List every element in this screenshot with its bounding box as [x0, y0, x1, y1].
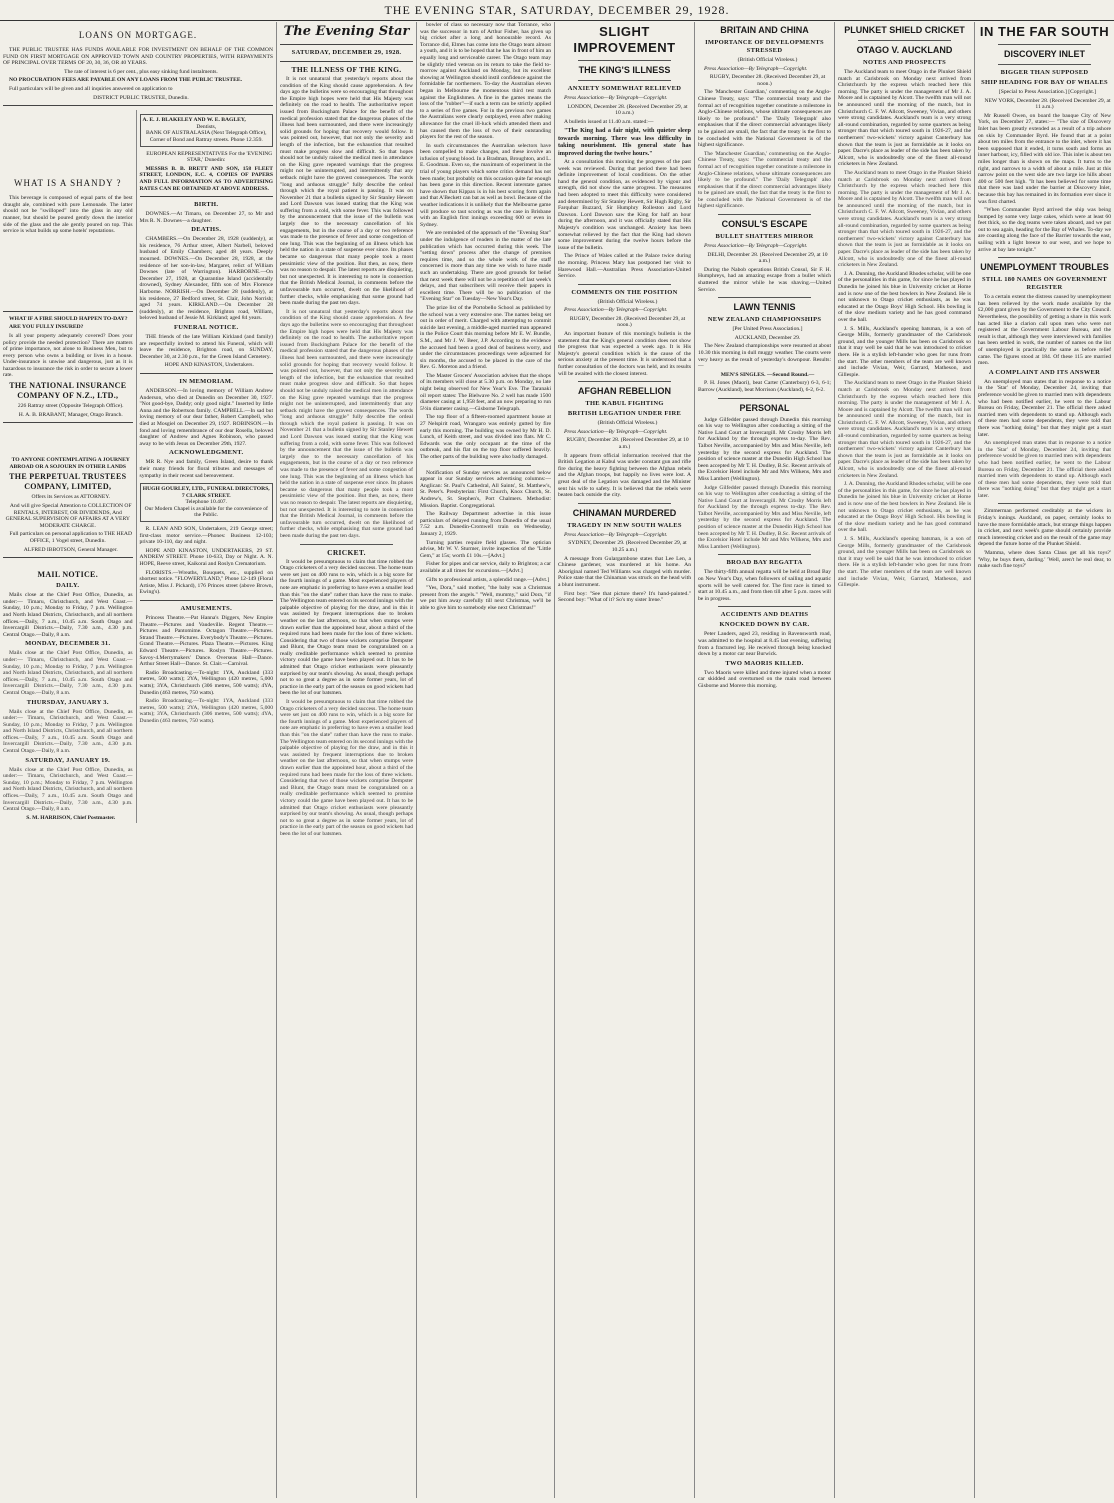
- knocked-down-body: Peter Lauders, aged 23, residing in Ravensworth road, was admitted to the hospital at 8.45 last evening, suffering from a fractured leg. He received through being knocked down by a motor car near Burwick.: [698, 631, 831, 658]
- headline-register: STILL 180 NAMES ON GOVERNMENT REGISTER: [982, 276, 1107, 292]
- divider: [998, 64, 1091, 65]
- fire-question-2: ARE YOU FULLY INSURED?: [9, 324, 84, 331]
- dateline-new-york: NEW YORK, December 28. (Received December 29, at 11 a.m.): [984, 97, 1111, 111]
- divider: [3, 557, 133, 558]
- mail-notice-title: MAIL NOTICE.: [37, 570, 98, 580]
- divider: [300, 544, 393, 545]
- divider: [998, 503, 1091, 504]
- complaint-body-cont: An unemployed man states that in response to a notice in the 'Star' of Monday, December 24, inviting that preference would be given to married men with dependents who had been notified earlier, he went to the Labour Bureau on Friday, December 21. The official there asked married men with dependents to stand up. Although each of these men had some dependents, they were told that there was "nothing doing" but that they might get a start later.: [978, 440, 1111, 499]
- european-reps-title: EUROPEAN REPRESENTATIVES For the 'EVENING STAR,' Dunedin:: [146, 150, 273, 164]
- credit-line: Press Association—By Telegraph—Copyright.: [564, 95, 668, 101]
- far-south-column: [974, 22, 1114, 1498]
- trustees-apply: Full particulars on personal application to THE HEAD OFFICE, 1 Vogel street, Dunedin.: [9, 531, 132, 544]
- headline-discovery-inlet: DISCOVERY INLET: [1003, 49, 1085, 59]
- headline-plunket: PLUNKET SHIELD CRICKET: [844, 25, 965, 35]
- trustees-offer: Offers its Services as ATTORNEY.: [31, 494, 110, 501]
- headline-chinaman: CHINAMAN MURDERED: [572, 507, 677, 518]
- personal-body-cont: Judge Gilfedder passed through Dunedin this morning on his way to Wellington after conducting a sitting of the Native Land Court at Invercargill. Mr Crosby Morris left for Auckland by the through express to-day. The Rev. Talbot Neville, accompanied by Mrs and Miss Neville, left yesterday by the second express for Auckland. The position of science master at the Dunedin High School has been accepted by Mr T. H. Dudley, B.Sc. Recent arrivals of the Excelsior Hotel include Mr and Mrs Wilkens, Mrs and Miss Lambert (Wellington).: [698, 484, 831, 550]
- birth-title: BIRTH.: [194, 201, 219, 209]
- radio-body-filler: Radio Broadcasting.—To-night: 1YA, Auckland (333 metres, 500 watts); 2YA, Wellington (420 metres, 5,000 watts); 3YA, Christchurch (306 metres, 500 watts); 4YA, Dunedin (463 metres, 750 watts).: [139, 698, 273, 724]
- masthead: THE EVENING STAR, SATURDAY, DECEMBER 29, 1928.: [0, 0, 1114, 21]
- cricket-body: It would be presumptuous to claim that time robbed the Otago cricketers of a very decided success. The home team were set just on 400 runs to win, which is a big score for the fourth innings of a game. Most experienced players of note are emphatic in preferring to have even a smaller lead than this "on the slate" rather than have the runs to make. The Wellington team entered on its second innings with the palpable objective of playing for the draw, and in this it was assisted by frequent interruptions due to broken weather on the last afternoon, so that when stumps were drawn earlier than the appointed hour, about a third of the required runs had been made for the loss of three wickets. Considering that two of those wickets comprise Dempster and Blunt, the Otago team must be congratulated on a really creditable performance which seemed to promise victory could the game have been played out. It has to be admitted that Otago cricket enthusiasts were pleasantly surprised by our team's showing. As usual, though perhaps not to so great a degree as in some former years, lot of practice in the early part of the season on good wickets had been the lot of our batsmen.: [280, 558, 413, 697]
- publication-notice: We are reminded of the approach of the "Evening Star" under the indulgence of readers in the matter of the late publication which has occurred during this week. The "setting down" process after the change of premises requires time, and so the whole work of the staff concerned is more than any time we wish to have made such an undertaking. There are good grounds for belief that next week there will not be a repetition of last week's delays, and that subscribers will receive their papers in excellent time. There will be no publication of the "Evening Star" on Tuesday—New Year's Day.: [420, 230, 551, 303]
- dentist-ad: [140, 114, 273, 146]
- headline-notes: NOTES AND PROSPECTS: [863, 59, 946, 66]
- plunket-shield-column: [834, 22, 974, 1498]
- afghan-body: It appears from official information received that the British Legation at Kabul was under constant gun and rifle fire during the heavy fighting between the Afghan rebels and the Afghan troops, but happily no lives were lost. A great deal of the Legation was damaged and the Minister sent his wife to safety. It is believed that the rebels were beaten back outside the city.: [558, 452, 691, 499]
- divider: [998, 257, 1091, 258]
- grocers-paragraph: The Master Grocers' Association advises that the shops of its members will close at 5.30 p.m. on Monday, no late night being observed for New Year's Eve. The Taranaki oil report states: The Bielwave No. 2 well has made 1500 diameter casing at 1,958 feet, and an now preparing to run 5½in diameter casing.—Gisborne Telegraph.: [420, 372, 551, 412]
- credit-line: Press Association—By Telegraph—Copyright.: [564, 531, 668, 538]
- credit-line: Press Association—By Telegraph—Copyright.: [564, 307, 668, 314]
- headline-bullet: BULLET SHATTERS MIRROR: [715, 233, 814, 241]
- national-insurance-manager: H. A. B. BRABANT, Manager, Otago Branch.: [18, 411, 123, 418]
- classified-left: [3, 110, 137, 823]
- mail-saturday: SATURDAY, JANUARY 19.: [25, 756, 111, 764]
- divider: [140, 373, 273, 374]
- dateline-delhi: DELHI, December 28. (Received December 29, at 10 a.m.): [707, 251, 828, 265]
- dateline-rugby: RUGBY, December 28. (Received December 29, at 10 a.m.): [566, 437, 689, 450]
- headline-britain-china: BRITAIN AND CHINA: [720, 25, 809, 35]
- shandy-body: This beverage is composed of equal parts of the best draught ale, combined with pure Lemonade. The latter should not be "swilloped" into the glass in any old manner, but should be poured gently down the interior side of the glass and the ale gently poured on top. This service is what builds up some hotels' reputations.: [3, 195, 133, 235]
- trustees-signature: ALFRED IBBOTSON, General Manager.: [23, 546, 118, 553]
- editorial-column: [276, 22, 416, 1498]
- amusements-title: AMUSEMENTS.: [180, 605, 233, 612]
- tennis-results: P. H. Jones (Maori), beat Carter (Canterbury) 6-3, 6-1; Barrow (Auckland), beat Morrison (Auckland), 6-2, 6-2.: [698, 380, 831, 393]
- editorial-dateline: SATURDAY, DECEMBER 29, 1928.: [291, 49, 402, 56]
- classified-subcolumns: [3, 110, 273, 823]
- far-south-body: Mr Russell Owen, on board the bauque City of New York, on December 27, states:— "The size of Discovery Inlet has been greatly extended as a result of a trip ashore on skis by Commander Byrd. He found that at a point about ten miles from the entrance to the inlet, where it has been supposed that it ended, it turns south and forms an inner harbour, icy, filled with old ice. This inlet is about ten miles longer than is shown on the maps. It turns to the right, and narrows to a width of about a mile. Just at this narrow point on the west side are two large ice hills about 400 or 500 feet high. "It has been believed for some time that there was land under the barrier at Discovery Inlet, because this bay has remained in its formation ever since it was first charted.: [978, 112, 1111, 205]
- european-reps-body: MESSRS B. B. BRETT AND SON, 158 FLEET STREET, LONDON, E.C. 4, COPIES OF PAPERS AND FULL INFORMATION AS TO ADVERTISING RATES CAN BE OBTAINED AT ABOVE ADDRESS.: [139, 165, 273, 192]
- memoriam-title: IN MEMORIAM.: [179, 377, 234, 385]
- headline-nsw: TRAGEDY IN NEW SOUTH WALES: [567, 521, 682, 529]
- divider: [578, 60, 671, 61]
- maoris-body: Two Maoris were killed and three injured when a motor car skidded and overturned on the main road between Gisborne and Morere this morning.: [698, 669, 831, 689]
- news-column: [416, 22, 554, 1498]
- headline-lawn-tennis: LAWN TENNIS: [733, 302, 796, 313]
- santa-snippet: 'Mamma, where does Santa Claus get all his toys?' 'Why, he buys them, darling.' 'Well, aren't he real dear, to make such fine toys?': [978, 550, 1111, 570]
- association-credit: [Special to Press Association.] [Copyright.]: [998, 89, 1097, 95]
- fire-paragraph: The top floor of a fifteen-roomed apartment house at 27 Nelspirit road, Wrangaro was entirely gutted by fire early this morning. The building was owned by Mr H. D. Lunch, of Keith street, and was divided into flats. Mr C. Edwards was the only occupant at the time of the outbreak, and his flat on the top floor suffered heavily. The other parts of the building were also badly damaged.: [420, 414, 551, 460]
- divider: [140, 600, 273, 601]
- national-insurance-title: THE NATIONAL INSURANCE COMPANY OF N.Z., LTD.,: [9, 381, 127, 401]
- headline-kabul: THE KABUL FIGHTING: [585, 400, 664, 408]
- chinaman-body: A message from Gulargambone states that Lee Len, a Chinese gardener, was murdered at his home. An Aboriginal named Ted Williams was charged with murder. Police state that the Chinaman was struck on the head with a blunt instrument.: [558, 555, 691, 588]
- illness-report-2: The Prince of Wales called at the Palace twice during the morning. Princess Mary has postponed her visit to Harewood Hall.—Australian Press Association-United Service.: [558, 253, 691, 280]
- classified-right: [137, 110, 273, 823]
- headline-slight-improvement: SLIGHT IMPROVEMENT: [573, 24, 676, 55]
- mail-daily: DAILY.: [56, 582, 80, 590]
- acknowledgment-body: MR R. Nye and family, Green Island, desire to thank their many friends for floral tributes and messages of sympathy in their recent sad bereavement.: [139, 459, 273, 479]
- dateline-london: LONDON, December 28. (Received December 29, at 10 a.m.): [567, 103, 688, 117]
- headline-maoris: TWO MAORIS KILLED.: [725, 659, 804, 667]
- court-paragraph: The prize list of the Portobello School as published by the school was a very extensive one. The names being set out in order of merit. Charged with attempting to commit suicide last evening, a middle-aged married man appeared in the Police Court this morning before Mr E. W. Bundle, S.M., and Mr J. W. Beer, J.P. According to the evidence the accused had been a good deal of business worry, and under the circumstances proceedings were adjourned for six months, the accused to be placed in the care of the Rev. G. Moreton and a friend.: [420, 304, 551, 371]
- regatta-body: The thirty-fifth annual regatta will be held at Broad Bay on New Year's Day, when followers of sailing and aquatic sports will be well catered for. The first race is timed to start at 10.45 a.m., and from then till after 5 p.m. races will be in progress.: [698, 569, 831, 602]
- spectacles-advt: Turning parties require field glasses. The optician advise, Mr W. V. Sturmer, invite inspection of the "Little Gem," at 15s; worth £1 10s.—[Advt.]: [420, 539, 551, 559]
- association-credit: [Per United Press Association.]: [732, 326, 803, 333]
- mail-body: Mails close at the Chief Post Office, Dunedin, as under:— Timaru, Christchurch, and West Coast.—Sunday, 10 p.m.; Monday to Friday, 7 p.m. Wellington and North Island Districts, Christchurch, and all northern offices.—Daily, 7 a.m., 10.45 a.m. South Otago and Invercargill Districts.—Daily, 7.30 a.m., 4.30 p.m. Central Otago.—Daily, 8 a.m.: [3, 592, 133, 638]
- dialogue-snippet: "Yes, Dora," said mother, "the baby was a Christmas present from the angels." "Well, mummy," said Dora, "if we put him away carefully till next Christmas, we'll be able to give him to somebody else next Christmas!": [420, 585, 551, 611]
- bulletin-lead: A bulletin issued at 11.40 a.m. stated:—: [564, 118, 654, 125]
- divider: [578, 503, 671, 504]
- gourley-ad: [140, 483, 273, 522]
- hope-kinaston-ad: HOPE AND KINASTON, UNDERTAKERS, 29 ST. ANDREW STREET. Phone 10-633, Day or Night. A. N. HOPE, Reeve street, Kaikorai and Roslyn Crematorium.: [139, 547, 273, 568]
- headline-developments: IMPORTANCE OF DEVELOPMENTS STRESSED: [705, 39, 824, 54]
- divider: [440, 465, 532, 466]
- shandy-title: WHAT IS A SHANDY ?: [14, 178, 122, 189]
- amusements-body: Princess Theatre.—Pat Hanna's Diggers, New Empire Theatre.—Pictures and Vaudeville. Regent Theatre.—Pictures and Pantomime. Octagon Theatre.—Pictures. Strand Theatre.—Pictures. Everybody's Theatre.—Pictures. Grand Theatre.—Pictures. Plaza Theatre.—Pictures. King Edward Theatre.—Pictures. Roslyn Theatre.—Pictures. Savoy-4.Merrymakers' Dance. Overseas Hall—Dance. Arthur Street Hall—Dance. St. Clair.—Carnival.: [139, 615, 273, 668]
- consul-body: During the Nabob operations British Consul, Sir F. H. Humphreys, had an amazing escape from a bullet which shattered the mirror while he was shaving.—United Service.: [698, 266, 831, 293]
- newspaper-page: [0, 22, 1114, 1500]
- loans-rate: The rate of interest is 6 per cent., plus easy sinking fund instalments.: [64, 68, 218, 75]
- britain-china-column: [694, 22, 834, 1498]
- gourley-note: Our Modern Chapel is available for the convenience of the Public.: [144, 505, 268, 519]
- tennis-body: The New Zealand championships were resumed at about 10.30 this morning in dull muggy weather. The courts were very heavy as the result of yesterday's downpour. Results:—: [698, 343, 831, 370]
- illness-body: It is not unnatural that yesterday's reports about the condition of the King should cause apprehension. A few days ago the bulletins were so encouraging that throughout the Empire high hopes were held that His Majesty was definitely on the road to health. The authoritative report issued from Buckingham Palace for the benefit of the medical profession stated that the dangerous phases of the illness had been surmounted, and there were increasingly solid grounds for hoping that recovery would follow. It was pointed out, however, that not only the severity and length of the infection, but the exhaustion that resulted must make progress slow and difficult. So that hopes should not be unduly raised the medical men in attendance on the King gave repeated warnings that the progress might not be uninterrupted, and intermittently that any setback might have the gravest consequences. The words "long and arduous struggle" fully describe the ordeal through which the royal patient is passing. It was on November 21 that a bulletin signed by Sir Stanley Hewett and Lord Dawson was issued stating that the King was suffering from a cold, with some fever. This was followed by the announcement that the issue of the bulletin was largely due to the necessary cancellation of his engagements, but in the course of a day or two reference was made to the presence of fever and some congestion of one lung. This was the beginning of an illness which has held the nation in a state of suspense ever since. Its phases became so dangerous that many people took a most pessimistic view of the position. But then, as now, there was no reason to despair. The latest reports are disquieting, but not unexpected. It is interesting to note in connection that the British Medical Journal, in comments before the unfavourable turn occurred, dwelt on the likelihood of further checks, while emphasising that some ground had been made during the past ten days.: [280, 76, 413, 307]
- headline-far-south: IN THE FAR SOUTH: [979, 24, 1110, 39]
- mills-body: J. S. Mills, Auckland's opening batsman, is a son of George Mills, formerly grandmaster of the Carisbrook ground, and the younger Mills has been on Carisbrook so that it may well be said that he was introduced to cricket there. He is a stylish left-hander who goes for runs from the start. The other members of the team are well known and include Vivian, Weir, Garrard, Matheson, and Gillespie.: [838, 325, 971, 378]
- loans-body: THE PUBLIC TRUSTEE HAS FUNDS AVAILABLE FOR INVESTMENT ON BEHALF OF THE COMMON FUND ON FIRST MORTGAGE ON APPROVED TOWN AND COUNTRY PROPERTIES, WITH REPAYMENTS OF PRINCIPAL OVER TERMS OF 20, 30, 36, OR 40 YEARS.: [3, 47, 273, 67]
- headline-unemployment: UNEMPLOYMENT TROUBLES: [980, 262, 1109, 273]
- tennis-results-head: MEN'S SINGLES. —Second Round.—: [720, 371, 815, 378]
- wireless-credit: (British Official Wireless.): [597, 420, 658, 427]
- divider: [140, 196, 273, 197]
- cricket-body-cont: It would be presumptuous to claim that time robbed the Otago cricketers of a very decided success. The home team were set just on 400 runs to win, which is a big score for the fourth innings of a game. Most experienced players of note are emphatic in preferring to have even a smaller lead than this "on the slate" rather than have the runs to make. The Wellington team entered on its second innings with the palpable objective of playing for the draw, and in this it was assisted by frequent interruptions due to broken weather on the last afternoon, so that when stumps were drawn earlier than the appointed hour, about a third of the required runs had been made for the loss of three wickets. Considering that two of those wickets comprise Dempster and Blunt, the Otago team must be congratulated on a really creditable performance which seemed to promise victory could the game have been played out. It has to be admitted that Otago cricket enthusiasts were pleasantly surprised by our team's showing. As usual, though perhaps not to so great a degree as in some former years, lot of practice in the early part of the season on good wickets had been the lot of our batsmen.: [280, 699, 413, 837]
- illness-report: At a consultation this morning the progress of the past week was reviewed. During that period there had been definite improvement of local conditions. On the other hand the general condition, as evidenced by vigour and strength, did not show the same progress. The measures had been adopted to meet this difficulty were considered and determined by Sir Stanley Hewett, Sir Hugh Rigby, Sir Farquhar Buzzard, Sir Humphry Rolleston and Lord Dawson. Lord Dawson saw the King for half an hour during the afternoon, and it was officially stated that His Majesty's condition was unchanged. Anxiety has been somewhat relieved by the fact that the King had shown some improvement during the twelve hours before the issue of the bulletin.: [558, 159, 691, 251]
- comments-body: An important feature of this morning's bulletin is the statement that the King's general condition does not show the progress that was expected a week ago. It is His Majesty's general condition which is the cause of the serious anxiety at the present time. It is understood that a further consultation of the doctors was held, and its results will be awaited with the closest interest.: [558, 331, 691, 377]
- birth-body: DOWNES.—At Timaru, on December 27, to Mr and Mrs R. N. Downes—a daughter.: [139, 211, 273, 224]
- divider: [3, 311, 133, 312]
- national-insurance-address: 226 Rattray street (Opposite Telegraph Office).: [17, 403, 124, 410]
- divider: [3, 105, 273, 106]
- deaths-body: CHAMBERS.—On December 28, 1928 (suddenly), at his residence, 76 Arthur street, Albert Narbell, beloved husband of Emily Chambers; aged 48 years. Deeply mourned. DOWNES.—On December 28, 1928, at the residence of her son-in-law, Margaret, relict of William Downes (late of Warrington). HARBORNE.—On December 27, 1928, at Quarantine Island (accidentally drowned), Sydney Alexander, fifth son of Mrs Florence Harborne. NORRISH.—On December 28 (suddenly), at his residence, 27 Bedford street, St. Clair, John Norrish; aged 74 years. KIRKLAND.—On December 28 (suddenly), at the residence, Brighton road, William, beloved husband of Jessie M. Kirkland; aged 84 years.: [139, 236, 273, 322]
- loans-title: LOANS ON MORTGAGE.: [78, 30, 198, 40]
- headline-accidents: ACCIDENTS AND DEATHS: [720, 611, 809, 619]
- funeral-notice-body: THE friends of the late William Kirkland (and family) are respectfully invited to attend his Funeral, which will leave the residence, Brighton road, on SUNDAY, December 30, at 2.30 p.m., for the Green Island Cemetery.: [139, 334, 273, 360]
- headline-complaint: A COMPLAINT AND ITS ANSWER: [988, 368, 1101, 376]
- trustees-attention: And will give Special Attention to COLLECTION OF RENTALS, INTEREST, OR DIVIDENDS, And GENERAL SUPERVISION OF AFFAIRS AT A VERY MODERATE CHARGE.: [5, 503, 132, 529]
- classified-column: [0, 22, 276, 1498]
- divider: [280, 61, 413, 62]
- mail-body-filler: Mails close at the Chief Post Office, Dunedin, as under:— Timaru, Christchurch, and West Coast.—Sunday, 10 p.m.; Monday to Friday, 7 p.m. Wellington and North Island Districts, Christchurch, and all northern offices.—Daily, 7 a.m., 10.45 a.m. South Otago and Invercargill Districts.—Daily, 7.30 a.m., 4.30 p.m. Central Otago.—Daily, 8 a.m.: [3, 766, 133, 813]
- headline-comments: COMMENTS ON THE POSITION: [571, 288, 678, 296]
- divider: [718, 606, 811, 607]
- dateline-sydney: SYDNEY, December 29. (Received December 29, at 10.25 a.m.): [568, 540, 687, 553]
- mail-signature: S. M. HARRISON, Chief Postmaster.: [26, 814, 116, 821]
- headline-bigger: BIGGER THAN SUPPOSED: [1000, 69, 1089, 76]
- joke-snippet: First boy: "See that picture there? It's hand-painted." Second boy: "What of it? So's my sister Irene.": [558, 590, 691, 604]
- britain-china-body: The 'Manchester Guardian,' commenting on the Anglo-Chinese Treaty, says: "The commercial treaty and the formal act of recognition together constitute a milestone in Anglo-Chinese relations, whose ultimate consequences are likely to be profound." The 'Daily Telegraph' also emphasises that if the direct commercial advantages likely to be gained are small, the fact that the treaty is the first to be concluded with the National Government is of the highest significance.: [698, 89, 831, 149]
- gourley-phone: Telephone 10.407.: [185, 499, 227, 506]
- divider: [718, 214, 811, 215]
- mail-thursday: THURSDAY, JANUARY 3.: [26, 698, 109, 706]
- personal-body: Judge Gilfedder passed through Dunedin this morning on his way to Wellington after conducting a sitting of the Native Land Court at Invercargill. Mr Crosby Morris left for Auckland by the through express to-day. The Rev. Talbot Neville, accompanied by Mrs and Miss Neville, left yesterday by the second express for Auckland. The position of science master at the Dunedin High School has been accepted by Mr T. H. Dudley, B.Sc. Recent arrivals of the Excelsior Hotel include Mr and Mrs Wilkens, Mrs and Miss Lambert (Wellington).: [698, 416, 831, 482]
- complaint-body: An unemployed man states that in response to a notice in the 'Star' of Monday, December 24, inviting that preference would be given to married men with dependents who had been notified earlier, he went to the Labour Bureau on Friday, December 21. The official there asked married men with dependents to stand up. Although each of these men had some dependents, they were told that there was "nothing doing" but that they might get a start later.: [978, 378, 1111, 438]
- acknowledgment-title: ACKNOWLEDGMENT.: [169, 449, 244, 457]
- dentist-name: A. E. J. BLAKELEY AND W. E. BAGLEY,: [142, 117, 246, 124]
- radio-body: Radio Broadcasting.—To-night: 1YA, Auckland (333 metres, 500 watts); 2YA, Wellington (420 metres, 5,000 watts); 3YA, Christchurch (306 metres, 500 watts); 4YA, Dunedin (463 metres, 750 watts).: [139, 669, 273, 696]
- far-south-body-2: "When Commander Byrd arrived the ship was being bumped by some very large cakes, which were at least 60 feet thick, so the dog teams were taken aboard, and we put out to sea again, heading for the Bay of Whales. To-day we are coasting along the face of the Barrier towards the east, sailing with a light breeze to our west, and we hope to arrive at bay late tonight.": [978, 207, 1111, 253]
- loans-signature: DISTRICT PUBLIC TRUSTEE, Dunedin.: [93, 94, 189, 101]
- headline-championships: NEW ZEALAND CHAMPIONSHIPS: [707, 316, 822, 324]
- deaths-title: DEATHS.: [191, 226, 222, 234]
- unemployment-body: To a certain extent the distress caused by unemployment has been relieved by the work made available by the £2,000 grant given by the Government to the City Council. Nevertheless, the possibility of getting a share in this work has acted like a clarion call upon men who were not registered at the Government Labour Bureau, and the result is that, although they were interviewed with families has been settled in work, the number of names on the list of unemployed is practically the same as before relief came. The figures stood at 184. Of these 115 are married men.: [978, 294, 1111, 367]
- paper-nameplate: The Evening Star: [283, 24, 410, 39]
- loans-apply: Full particulars will be given and all inquiries answered on application to: [9, 85, 173, 92]
- mail-body-filler: Mails close at the Chief Post Office, Dunedin, as under:— Timaru, Christchurch, and West Coast.—Sunday, 10 p.m.; Monday to Friday, 7 p.m. Wellington and North Island Districts, Christchurch, and all northern offices.—Daily, 7 a.m., 10.45 a.m. South Otago and Invercargill Districts.—Daily, 7.30 a.m., 4.30 p.m. Central Otago.—Daily, 8 a.m.: [3, 650, 133, 696]
- railway-notice: The Railway Department advertise in this issue particulars of delayed running from Dunedin of the usual 7.52 a.m. Dunedin-Cromwell train on Wednesday, January 2, 1929.: [420, 511, 551, 537]
- wireless-credit: (British Official Wireless.): [737, 57, 798, 63]
- headline-knocked-down: KNOCKED DOWN BY CAR.: [719, 621, 810, 629]
- fire-body: Is all your property adequately covered? Does your policy provide the needed protection? There are matters of prime importance, not alone to Business Men, but to every person who owns a building or lives in a house. Under-insurance is unwise and dangerous, just as it is hazardous to insurance the risk in order to secure a lower rate.: [3, 332, 133, 379]
- dateline-rugby: RUGBY, December 28. (Received December 29, at noon.): [569, 315, 686, 329]
- mail-body-filler: Mails close at the Chief Post Office, Dunedin, as under:— Timaru, Christchurch, and West Coast.—Sunday, 10 p.m.; Monday to Friday, 7 p.m. Wellington and North Island Districts, Christchurch, and all northern offices.—Daily, 7 a.m., 10.45 a.m. South Otago and Invercargill Districts.—Daily, 7.30 a.m., 4.30 p.m. Central Otago.—Daily, 8 a.m.: [3, 708, 133, 755]
- memoriam-body: ANDERSON.—In loving memory of William Andrew Anderson, who died at Dunedin on December 30, 1927. "Not good-bye, Daddy; only good night." Inserted by little Anna and the Robertson family. CAMPBELL.—In sad but loving memory of our dear father, Robert Campbell, who died at Mosgiel on December 29, 1927. ROBINSON.—In fond and loving remembrance of our dear Rosella, beloved daughter of Andrew and Agnes Robinson, who passed away to be with Jesus on December 29th, 1927.: [139, 387, 273, 447]
- cricket-continued: bowler of class so necessary now that Torrance, who was the successor in turn of Arthur Fisher, has given up big cricket after a long and honourable record. As Torrance did, Elmes has come into the Otago team almost a youth, and it is to be hoped that he has in front of him an equally long and serviceable career. The Otago team may be slightly tried veteran on its return to take the field to-morrow against Auckland on Monday, but its excellent showing at Wellington should instil confidence against the formidable far northerners. To-day the Australian eleven began in Melbourne the momentous third test match against the Englishmen. A fine in the games means the loss of the "rubber"—if such a term can be strictly applied to a series of five games. For in the previous two games the Australians were clearly outplayed, even after making allowance for the cruel ill-luck which attended them and has caused them the loss of two of their outstanding players for the rest of the season.: [420, 22, 551, 141]
- credit-line: Press Association—By Telegraph—Copyright.: [564, 428, 668, 435]
- credit-line: Press Association—By Telegraph—Copyright.: [704, 243, 808, 250]
- divider: [998, 44, 1091, 45]
- headline-anxiety: ANXIETY SOMEWHAT RELIEVED: [567, 85, 682, 92]
- dunning-body: J. A. Dunning, the Auckland Rhodes scholar, will be one of the personalities in this game, for since he has played in Dunedin he joined his blue in University cricket at Home and is now one of the best bowlers in New Zealand. He is not unknown to Otago cricket enthusiasts, as he was educated at the Otago Boys' High School. His bowling is of the slow medium variety and he has good command over the ball.: [838, 270, 971, 323]
- dunning-body-cont: J. A. Dunning, the Auckland Rhodes scholar, will be one of the personalities in this game, for since he has played in Dunedin he joined his blue in University cricket at Home and is now one of the best bowlers in New Zealand. He is not unknown to Otago cricket enthusiasts, as he was educated at the Otago Boys' High School. His bowling is of the slow medium variety and he has good command over the ball.: [838, 481, 971, 534]
- headline-otago-auckland: OTAGO V. AUCKLAND: [856, 45, 953, 55]
- funeral-notice-title: FUNERAL NOTICE.: [174, 324, 239, 331]
- fire-question-1: WHAT IF A FIRE SHOULD HAPPEN TO-DAY?: [9, 315, 128, 322]
- headline-ship: SHIP HEADING FOR BAY OF WHALES: [981, 79, 1108, 86]
- dentist-role: Dentists,: [196, 123, 217, 130]
- wireless-credit: (British Official Wireless.): [597, 298, 658, 305]
- divider: [578, 381, 671, 382]
- trustees-intro: TO ANYONE CONTEMPLATING A JOURNEY ABROAD OR A SOJOURN IN OTHER LANDS: [9, 457, 130, 470]
- florists-ad: FLORISTS.—Wreaths, Bouquets, etc., supplied on shortest notice. "FLOWERYLAND," Phone 12-149 (Floral Artiste, Miss J. Pickard), 176 Princes street (above Brown, Ewing's).: [139, 569, 273, 596]
- divider: [718, 297, 811, 298]
- mail-monday: MONDAY, DECEMBER 31.: [25, 640, 111, 648]
- plunket-body-cont: The Auckland team to meet Otago in the Plunket Shield match at Carisbrook on Monday next arrived from Christchurch by the express which reached here this morning. The party is under the management of Mr J. A. Moore and is captained by Alcott. The twelfth man will not be announced until the morning of the match, but in Christchurch C. F. W. Allcott, Sweeney, Vivian, and others were strong candidates. Auckland's team is a very strong all-round combination, regarded by some quarters as being stronger than that which toured south in 1926-27, and the northerners' two-wickets' victory against Canterbury has shown that the team is just as formidable as it looks on paper. Dacre's place as leader of the side has been taken by Allcott, who is undoubtedly one of the finest all-round cricketers in New Zealand.: [838, 380, 971, 479]
- pipes-advt: Fisher for pipes and car service, daily to Brighton; a car available at all times for excursions.—[Advt.]: [420, 561, 551, 574]
- bulletin-quote: "The King had a fair night, with quieter sleep towards morning. There was less difficulty in taking nourishment. His general state has improved during the twelve hours.": [558, 127, 691, 157]
- kings-illness-column: [554, 22, 694, 1498]
- dateline-auckland: AUCKLAND, December 29.: [734, 334, 801, 341]
- loans-no-procuration: NO PROCURATION FEES ARE PAYABLE ON ANY LOANS FROM THE PUBLIC TRUSTEE.: [9, 77, 243, 84]
- divider: [578, 80, 671, 81]
- headline-consul: CONSUL'S ESCAPE: [721, 219, 808, 230]
- trustees-title: THE PERPETUAL TRUSTEES COMPANY, LIMITED,: [9, 472, 127, 492]
- lean-ad: R. LEAN AND SON, Undertakers, 219 George street; first-class motor service.—Phones: Business 12-103; private 10-110, day and night.: [139, 526, 273, 546]
- gifts-advt: Gifts to professional artists, a splendid range.—[Advt.]: [426, 576, 550, 583]
- plunket-body-cont: The Auckland team to meet Otago in the Plunket Shield match at Carisbrook on Monday next arrived from Christchurch by the express which reached here this morning. The party is under the management of Mr J. A. Moore and is captained by Alcott. The twelfth man will not be announced until the morning of the match, but in Christchurch C. F. W. Allcott, Sweeney, Vivian, and others were strong candidates. Auckland's team is a very strong all-round combination, regarded by some quarters as being stronger than that which toured south in 1926-27, and the northerners' two-wickets' victory against Canterbury has shown that the team is just as formidable as it looks on paper. Dacre's place as leader of the side has been taken by Allcott, who is undoubtedly one of the finest all-round cricketers in New Zealand.: [838, 169, 971, 269]
- divider: [578, 284, 671, 285]
- funeral-notice-signature: HOPE AND KINASTON, Undertakers.: [164, 362, 254, 369]
- headline-regatta: BROAD BAY REGATTA: [726, 559, 803, 567]
- illness-body-cont: It is not unnatural that yesterday's reports about the condition of the King should cause apprehension. A few days ago the bulletins were so encouraging that throughout the Empire high hopes were held that His Majesty was definitely on the road to health. The authoritative report issued from Buckingham Palace for the benefit of the medical profession stated that the dangerous phases of the illness had been surmounted, and there were increasingly solid grounds for hoping that recovery would follow. It was pointed out, however, that not only the severity and length of the infection, but the exhaustion that resulted must make progress slow and difficult. So that hopes should not be unduly raised the medical men in attendance on the King gave repeated warnings that the progress might not be uninterrupted, and intermittently that any setback might have the gravest consequences. The words "long and arduous struggle" fully describe the ordeal through which the royal patient is passing. It was on November 21 that a bulletin signed by Sir Stanley Hewett and Lord Dawson was issued stating that the King was suffering from a cold, with some fever. This was followed by the announcement that the issue of the bulletin was largely due to the necessary cancellation of his engagements, but in the course of a day or two reference was made to the presence of fever and some congestion of one lung. This was the beginning of an illness which has held the nation in a state of suspense ever since. Its phases became so dangerous that many people took a most pessimistic view of the position. But then, as now, there was no reason to despair. The latest reports are disquieting, but not unexpected. It is interesting to note in connection that the British Medical Journal, in comments before the unfavourable turn occurred, dwelt on the likelihood of further checks, while emphasising that some ground had been made during the past ten days.: [280, 308, 413, 539]
- dateline-rugby: RUGBY, December 28. (Received December 29, at noon.): [709, 74, 826, 87]
- headline-legation: BRITISH LEGATION UNDER FIRE: [567, 410, 682, 418]
- zimmerman-body: Zimmerman performed creditably at the wickets in Friday's innings. Auckland, on paper, certainly looks to have the more formidable attack, but strange things happen in cricket, and next week's game should certainly provide much interesting cricket and on the result of the game may depend the future home of the Plunket Shield.: [978, 508, 1111, 548]
- divider: [280, 44, 413, 45]
- headline-afghan: AFGHAN REBELLION: [578, 386, 671, 397]
- headline-kings-illness: THE KING'S ILLNESS: [578, 65, 671, 75]
- headline-personal: PERSONAL: [739, 402, 790, 413]
- britain-china-body-cont: The 'Manchester Guardian,' commenting on the Anglo-Chinese Treaty, says: "The commercial treaty and the formal act of recognition together constitute a milestone in Anglo-Chinese relations, whose ultimate consequences are likely to be profound." The 'Daily Telegraph' also emphasises that if the direct commercial advantages likely to be gained are small, the fact that the treaty is the first to be concluded with the National Government is of the highest significance.: [698, 150, 831, 210]
- illness-title: THE ILLNESS OF THE KING.: [291, 65, 402, 74]
- plunket-body: The Auckland team to meet Otago in the Plunket Shield match at Carisbrook on Monday next arrived from Christchurch by the express which reached here this morning. The party is under the management of Mr J. A. Moore and is captained by Alcott. The twelfth man will not be announced until the morning of the match, but in Christchurch C. F. W. Allcott, Sweeney, Vivian, and others were strong candidates. Auckland's team is a very strong all-round combination, regarded by some quarters as being stronger than that which toured south in 1926-27, and the northerners' two-wickets' victory against Canterbury has shown that the team is just as formidable as it looks on paper. Dacre's place as leader of the side has been taken by Allcott, who is undoubtedly one of the finest all-round cricketers in New Zealand.: [838, 69, 971, 168]
- divider: [858, 40, 951, 41]
- divider: [718, 554, 811, 555]
- cricket-title: CRICKET.: [327, 547, 366, 557]
- dentist-address: BANK OF AUSTRALASIA (Next Telegraph Office), Corner of Bond and Rattray streets. Phone 12.359.: [145, 130, 267, 143]
- gourley-name: HUGH GOURLEY, LTD., FUNERAL DIRECTORS, 7 CLARK STREET.: [142, 486, 270, 499]
- mills-body-cont: J. S. Mills, Auckland's opening batsman, is a son of George Mills, formerly grandmaster of the Carisbrook ground, and the younger Mills has been on Carisbrook so that it may well be said that he was introduced to cricket there. He is a stylish left-hander who goes for runs from the start. The other members of the team are well known and include Vivian, Weir, Garrard, Matheson, and Gillespie.: [838, 535, 971, 589]
- test-match-paragraph: In such circumstances the Australian selectors have been compelled to make changes, and these involve an infusion of young blood. In a Bradman, Broughton, and L. E. Goodman. Even so, the maximum of experiment in the trial of young players which some critics demand has not been made; but probably on this occasion quite far enough has been gone in this direction. Recent interstate games have shown that Kippax is in his best scoring form again and that A'Beckett can bat as well as bowl. Because of the weather indications it is unlikely that the Melbourne game will produce so taut scoring as was the case in Brisbane with an English first innings exceeding 600 or even in Sydney.: [420, 142, 551, 228]
- divider: [3, 422, 133, 423]
- credit-line: Press Association—By Telegraph—Copyright.: [704, 65, 808, 72]
- divider: [718, 398, 811, 399]
- sunday-services: Notification of Sunday services as announced below appear in our Sunday services advertising columns:—Anglican: St. Paul's Cathedral, All Saints', St. Matthew's, St. Peter's. Presbyterian: First Church, Knox Church, St. Andrew's, St. Stephen's, Port Chalmers. Methodist: Mission. Baptist. Congregational.: [420, 469, 551, 509]
